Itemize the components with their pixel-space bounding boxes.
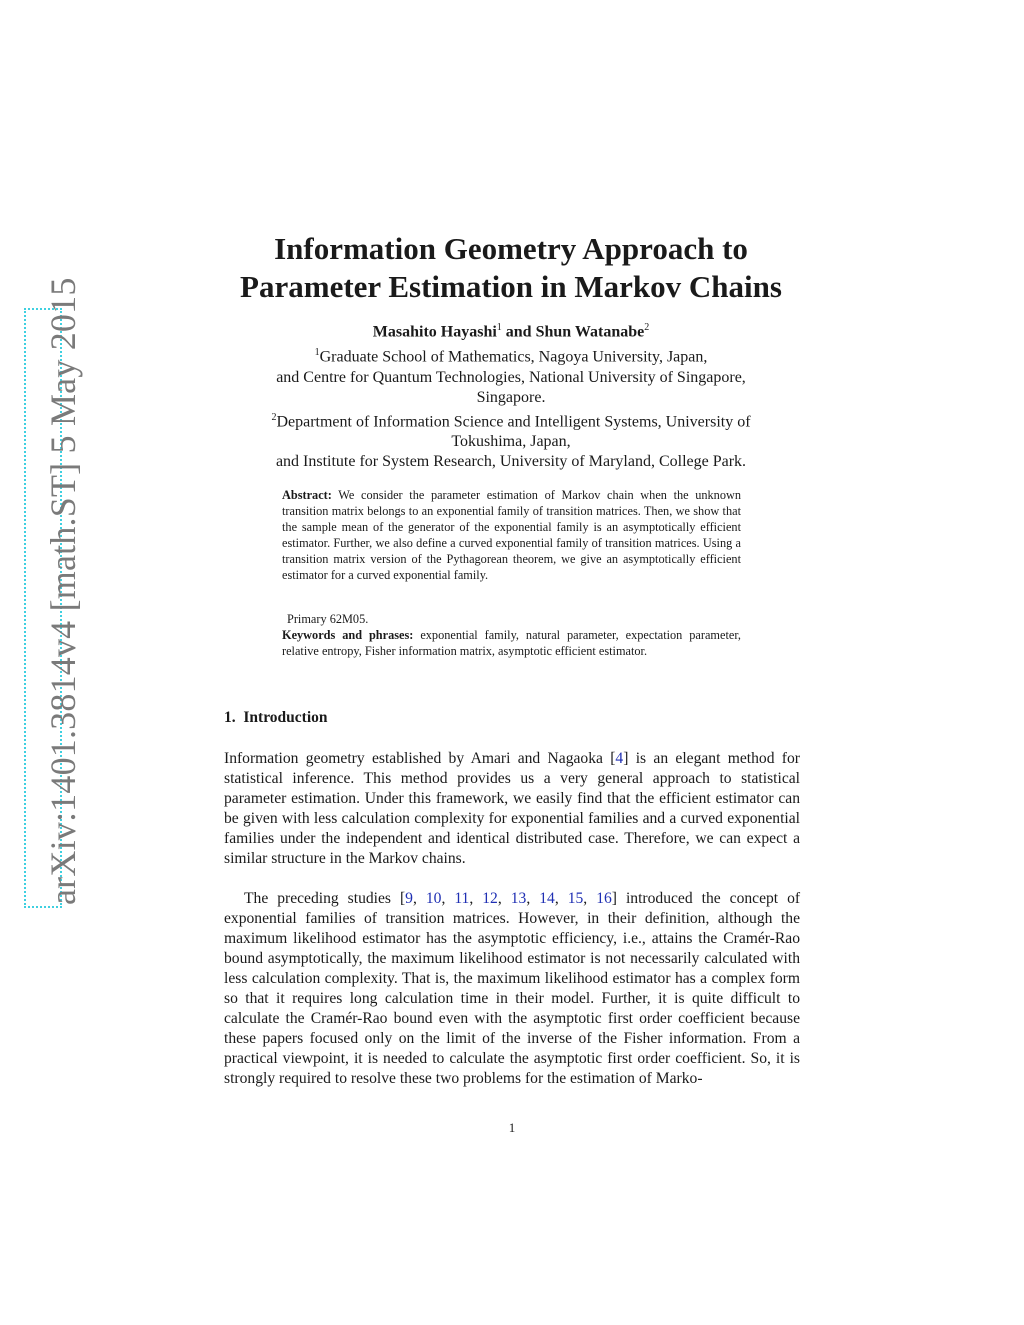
author-1: Masahito Hayashi (372, 323, 497, 341)
abstract (282, 487, 741, 583)
paragraph-1: Information geometry established by Amari and Nagaoka [4] is an elegant method for statistical inference. This method provides us a very general approach to statistical parameter estimation. Under this framework, we easily find that the efficient estimator can be given with less calculation complexity for exponential families and a curved exponential families under the independent and identical distributed case. Therefore, we can expect a similar structure in the Markov chains. (224, 750, 800, 867)
section-number: 1. (224, 709, 236, 726)
citation-link[interactable]: 14 (539, 890, 555, 907)
citation-separator: , (526, 890, 540, 907)
citation-link[interactable]: 9 (405, 890, 413, 907)
citation-separator: , (497, 890, 511, 907)
arxiv-stamp: arXiv:1401.3814v4 [math.ST] 5 May 2015 (43, 277, 83, 905)
title-line-2: Parameter Estimation in Markov Chains (240, 269, 782, 304)
msc-classification: Primary 62M05. (287, 612, 369, 626)
author-and: and (501, 323, 536, 341)
affiliation-2-line-2: Tokushima, Japan, (451, 432, 571, 450)
paragraph-2: The preceding studies [9, 10, 11, 12, 13, 14, 15, 16] introduced the concept of exponential families of transition matrices. However, in their definition, although the maximum likelihood estimator has the asymptotic efficiency, i.e., attains the Cramér-Rao bound asymptotically, the maximum likelihood estimator is not necessarily calculated with less calculation complexity. That is, the maximum likelihood estimator has a complex form so that it requires long calculation time in their model. Further, it is quite difficult to calculate the Cramér-Rao bound even with the asymptotic first order coefficient because these papers focused only on the limit of the inverse of the Fisher information. From a practical viewpoint, it is needed to calculate the asymptotic first order coefficient. So, it is strongly required to resolve these two problems for the estimation of Marko- (224, 890, 801, 1087)
affiliation-2-line-1: $^2$Department of Information Science and Intelligent Systems, University of (271, 411, 751, 430)
citation-separator: , (469, 890, 483, 907)
citation-link[interactable]: 11 (454, 890, 470, 907)
keywords (282, 627, 741, 659)
abstract-label: Abstract: (282, 488, 332, 502)
keywords-text: exponential family, natural parameter, expectation parameter, relative entropy, Fisher information matrix, asymptotic efficient estimator. (282, 628, 741, 658)
citation-separator: , (583, 890, 597, 907)
affiliation-2-line-3: and Institute for System Research, University of Maryland, College Park. (275, 452, 747, 470)
author-1-sup: 1 (496, 322, 502, 333)
keywords-label: Keywords and phrases: (282, 628, 414, 642)
citation-separator: , (441, 890, 455, 907)
abstract-text: We consider the parameter estimation of Markov chain when the unknown transition matrix belongs to an exponential family of transition matrices. Then, we show that the sample mean of the generator of the exponential family is an asymptotically efficient estimator. Further, we also define a curved exponential family of transition matrices. Using a transition matrix version of the Pythagorean theorem, we give an asymptotically efficient estimator for a curved exponential family. (282, 488, 741, 582)
citation-link[interactable]: 12 (482, 890, 498, 907)
citation-link[interactable]: 13 (510, 890, 527, 907)
author-block (200, 318, 822, 472)
section-heading (224, 709, 328, 727)
affiliation-1-line-3: Singapore. (476, 388, 546, 406)
page-number: 1 (508, 1120, 516, 1135)
affiliation-1-line-1: $^1$Graduate School of Mathematics, Nagoya University, Japan, (314, 347, 708, 366)
author-2-sup: 2 (644, 322, 650, 333)
citation-list (405, 890, 612, 907)
author-2: Shun Watanabe (535, 323, 645, 341)
citation-link[interactable]: 10 (425, 890, 442, 907)
author-names (200, 318, 822, 342)
citation-link[interactable]: 16 (596, 890, 612, 907)
affiliations (200, 343, 822, 472)
citation-link[interactable]: 15 (567, 890, 584, 907)
title-line-1: Information Geometry Approach to (274, 231, 748, 266)
affiliation-1-line-2: and Centre for Quantum Technologies, National University of Singapore, (276, 368, 746, 386)
paper-title (200, 230, 822, 306)
citation-separator: , (554, 890, 568, 907)
citation-separator: , (412, 890, 426, 907)
citation-link[interactable]: 4 (615, 750, 624, 767)
section-title: Introduction (243, 709, 328, 726)
